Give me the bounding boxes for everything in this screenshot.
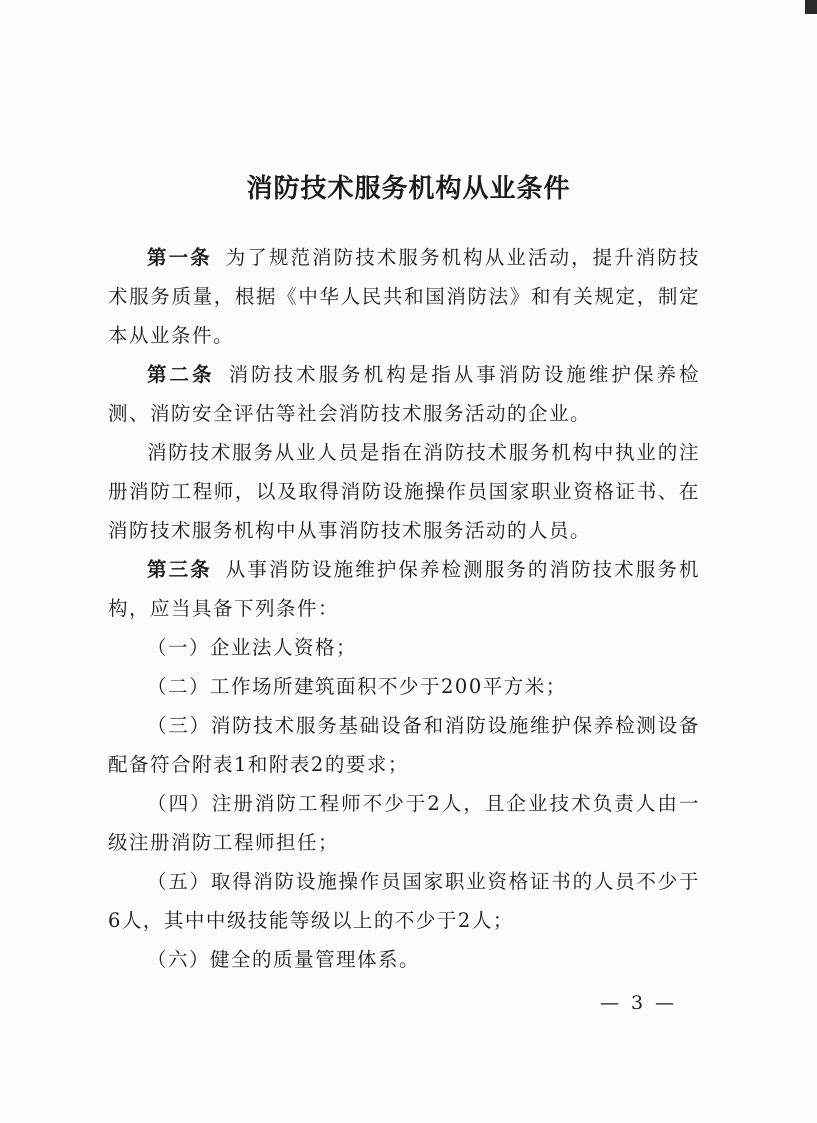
article-label: 第三条 [147, 558, 212, 581]
paragraph-text: 为了规范消防技术服务机构从业活动，提升消防技术服务质量，根据《中华人民共和国消防法》和有关规定，制定本从业条件。 [108, 246, 700, 347]
paragraph-text: 消防技术服务机构是指从事消防设施维护保养检测、消防安全评估等社会消防技术服务活动的企业。 [108, 363, 700, 425]
article-label: 第二条 [147, 363, 215, 386]
paragraph-text: 消防技术服务从业人员是指在消防技术服务机构中执业的注册消防工程师，以及取得消防设施操作员国家职业资格证书、在消防技术服务机构中从事消防技术服务活动的人员。 [108, 441, 700, 542]
document-title: 消防技术服务机构从业条件 [246, 174, 571, 204]
article-label: 第一条 [147, 246, 212, 269]
condition-item-6 [108, 940, 700, 979]
document-body [108, 238, 700, 979]
condition-item-2 [108, 667, 700, 706]
condition-item-5 [108, 862, 700, 940]
paragraph-text: 从事消防设施维护保养检测服务的消防技术服务机构，应当具备下列条件： [108, 558, 700, 620]
paragraph-practitioners [108, 433, 700, 550]
paragraph-text: （四）注册消防工程师不少于2人，且企业技术负责人由一级注册消防工程师担任； [108, 792, 700, 854]
condition-item-4 [108, 784, 700, 862]
paragraph-text: （二）工作场所建筑面积不少于200平方米； [147, 675, 567, 698]
paragraph-text: （五）取得消防设施操作员国家职业资格证书的人员不少于6人，其中中级技能等级以上的不少于2人； [108, 870, 700, 932]
page-number: — 3 — [600, 992, 678, 1014]
paragraph-article-1 [108, 238, 700, 355]
condition-item-1 [108, 628, 700, 667]
condition-item-3 [108, 706, 700, 784]
paragraph-text: （六）健全的质量管理体系。 [147, 948, 421, 971]
scan-corner-mark [805, 0, 817, 14]
paragraph-text: （一）企业法人资格； [147, 636, 358, 659]
paragraph-article-3 [108, 550, 700, 628]
paragraph-article-2 [108, 355, 700, 433]
paragraph-text: （三）消防技术服务基础设备和消防设施维护保养检测设备配备符合附表1和附表2的要求； [108, 714, 700, 776]
